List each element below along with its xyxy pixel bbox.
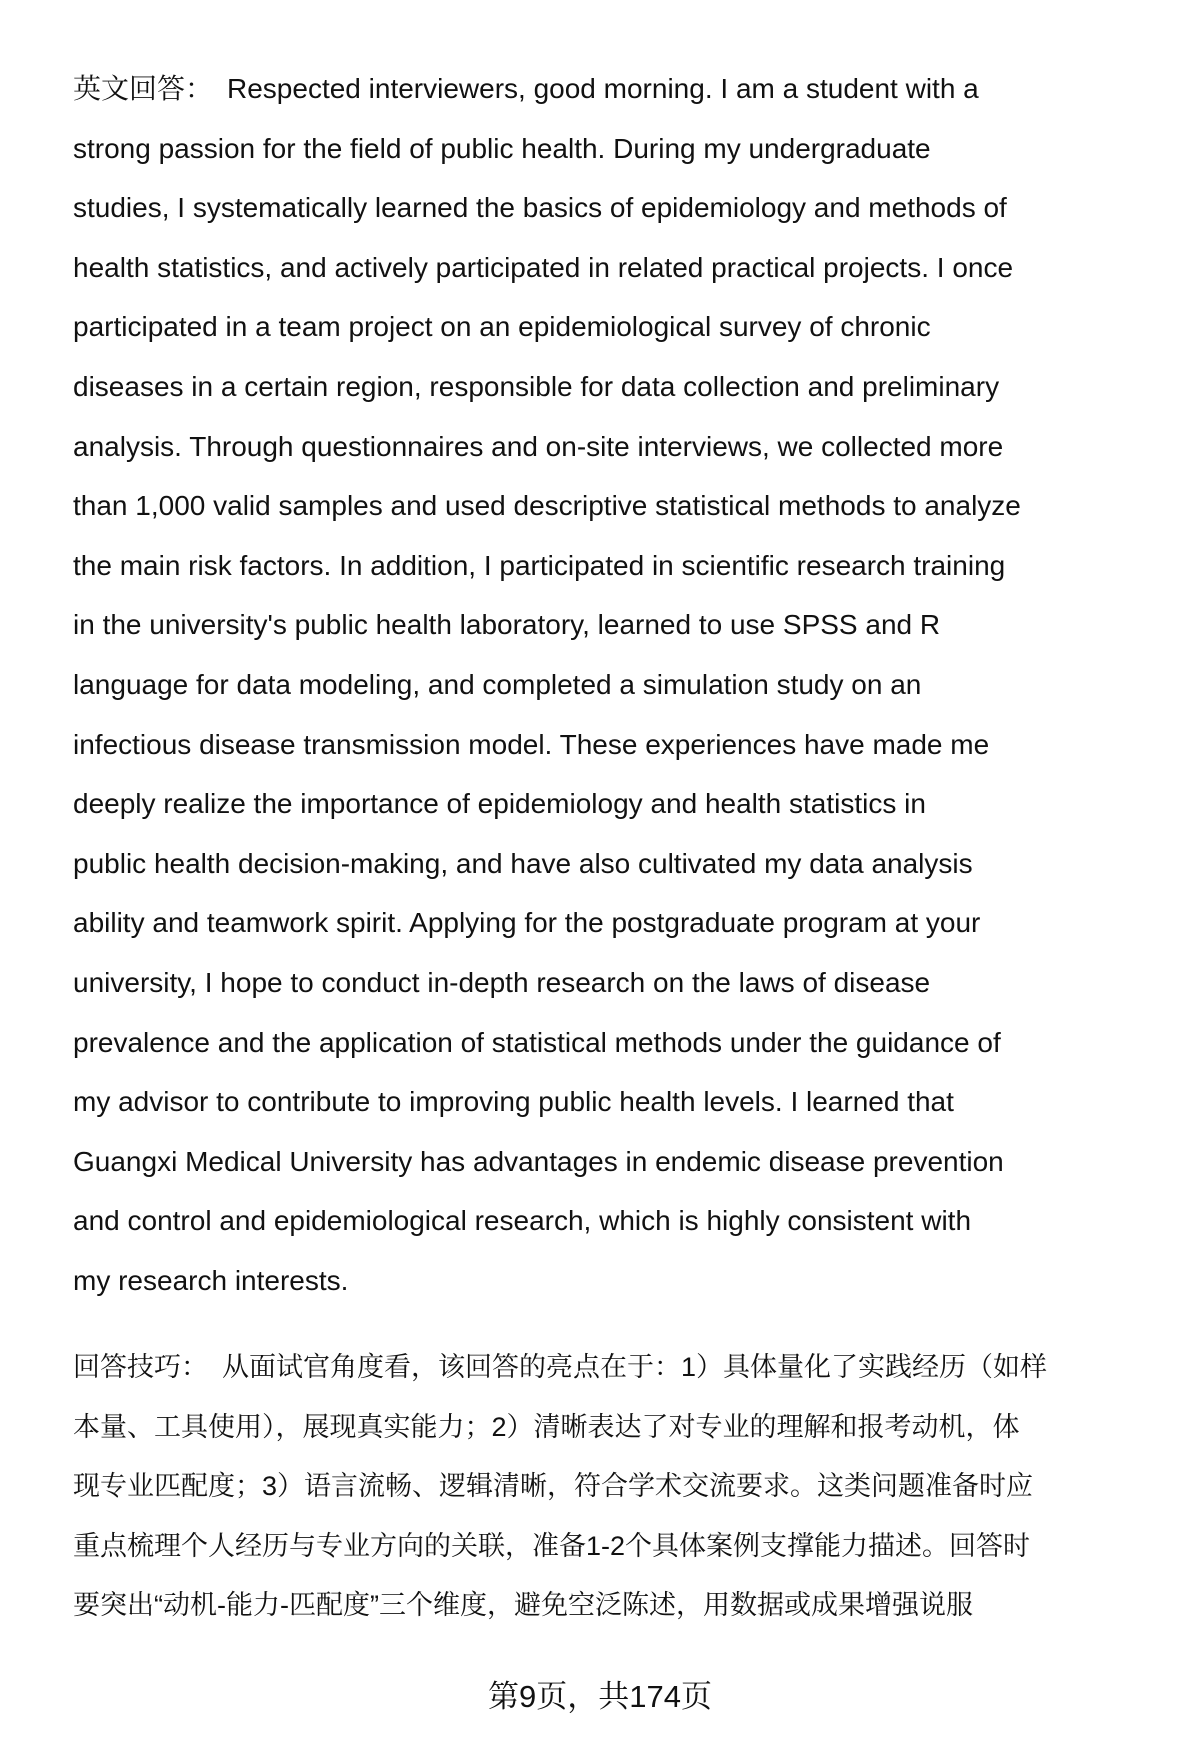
- english-answer-line: [73, 1072, 1163, 1132]
- english-answer-line: [73, 1132, 1163, 1192]
- answer-tips-text: 从面试官角度看，该回答的亮点在于：1）具体量化了实践经历（如样: [222, 1352, 1048, 1382]
- english-answer-line: [73, 357, 1163, 417]
- english-answer-line: [73, 1013, 1163, 1073]
- english-answer-text: public health decision-making, and have also cultivated my data analysis: [73, 847, 973, 879]
- english-answer-line: [73, 893, 1163, 953]
- english-answer-text: health statistics, and actively participated in related practical projects. I once: [73, 251, 1014, 283]
- english-answer-text: infectious disease transmission model. These experiences have made me: [73, 728, 990, 760]
- english-answer-text: my research interests.: [73, 1264, 349, 1296]
- english-answer-line: [73, 655, 1163, 715]
- english-answer-line: [73, 595, 1163, 655]
- english-answer-line: [73, 1191, 1163, 1251]
- english-answer-text: diseases in a certain region, responsible for data collection and preliminary: [73, 370, 1000, 402]
- answer-tips-line: [73, 1576, 1163, 1636]
- answer-tips-label: 回答技巧：: [73, 1352, 208, 1382]
- english-answer-line: [73, 476, 1163, 536]
- english-answer-label: 英文回答：: [73, 73, 214, 104]
- english-answer-line: [73, 536, 1163, 596]
- english-answer-line: [73, 417, 1163, 477]
- page-indicator: 第9页，共174页: [488, 1679, 712, 1714]
- answer-tips-line: [73, 1457, 1163, 1517]
- english-answer-line: [73, 297, 1163, 357]
- english-answer-line: [73, 119, 1163, 179]
- english-answer-line: [73, 59, 1163, 119]
- english-answer-text: Guangxi Medical University has advantages in endemic disease prevention: [73, 1145, 1004, 1177]
- answer-tips-text: 本量、工具使用），展现真实能力；2）清晰表达了对专业的理解和报考动机，体: [73, 1411, 1020, 1442]
- answer-tips-line: [73, 1517, 1163, 1577]
- english-answer-text: ability and teamwork spirit. Applying for the postgraduate program at your: [73, 907, 981, 939]
- english-answer-text: participated in a team project on an epidemiological survey of chronic: [73, 311, 931, 343]
- english-answer-line: [73, 1251, 1163, 1311]
- answer-tips-line: [73, 1338, 1163, 1398]
- english-answer-text: the main risk factors. In addition, I participated in scientific research training: [73, 549, 1006, 581]
- english-answer-line: [73, 238, 1163, 298]
- answer-tips-text: 重点梳理个人经历与专业方向的关联，准备1-2个具体案例支撑能力描述。回答时: [73, 1530, 1031, 1561]
- english-answer-line: [73, 715, 1163, 775]
- english-answer-text: my advisor to contribute to improving public health levels. I learned that: [73, 1086, 954, 1118]
- answer-tips-line: [73, 1398, 1163, 1458]
- english-answer-text: university, I hope to conduct in-depth research on the laws of disease: [73, 966, 931, 998]
- english-answer-text: deeply realize the importance of epidemiology and health statistics in: [73, 788, 926, 820]
- answer-tips-text: 要突出“动机-能力-匹配度”三个维度，避免空泛陈述，用数据或成果增强说服: [73, 1590, 973, 1621]
- english-answer-line: [73, 953, 1163, 1013]
- english-answer-text: language for data modeling, and completed a simulation study on an: [73, 668, 922, 700]
- english-answer-text: prevalence and the application of statistical methods under the guidance of: [73, 1026, 1001, 1058]
- english-answer-text: Respected interviewers, good morning. I am a student with a: [227, 73, 979, 104]
- english-answer-section: [73, 59, 1163, 1310]
- answer-tips-section: [73, 1338, 1163, 1636]
- answer-tips-text: 现专业匹配度；3）语言流畅、逻辑清晰，符合学术交流要求。这类问题准备时应: [73, 1471, 1034, 1502]
- english-answer-line: [73, 178, 1163, 238]
- english-answer-line: [73, 774, 1163, 834]
- english-answer-text: than 1,000 valid samples and used descriptive statistical methods to analyze: [73, 490, 1021, 522]
- english-answer-text: strong passion for the field of public health. During my undergraduate: [73, 132, 931, 164]
- english-answer-text: in the university's public health laboratory, learned to use SPSS and R: [73, 609, 941, 641]
- english-answer-line: [73, 834, 1163, 894]
- english-answer-text: and control and epidemiological research, which is highly consistent with: [73, 1205, 972, 1237]
- english-answer-text: analysis. Through questionnaires and on-site interviews, we collected more: [73, 430, 1004, 462]
- english-answer-text: studies, I systematically learned the basics of epidemiology and methods of: [73, 192, 1007, 224]
